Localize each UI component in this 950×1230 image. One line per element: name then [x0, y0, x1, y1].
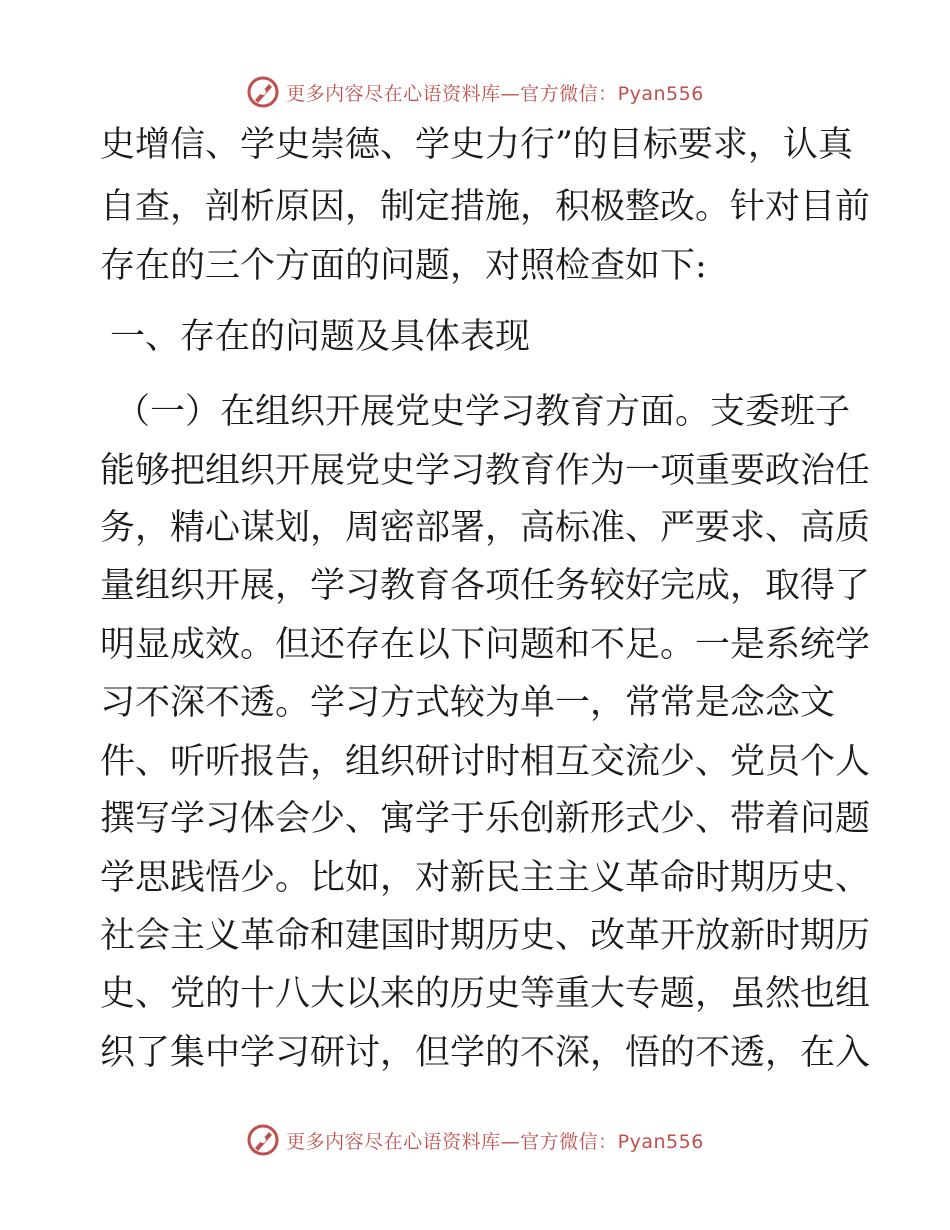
body-line: 学思践悟少。比如，对新民主主义革命时期历史、 — [100, 858, 871, 898]
body-line: 史增信、学史崇德、学史力行”的目标要求，认真 — [100, 125, 853, 165]
body-line: 史、党的十八大以来的历史等重大专题，虽然也组 — [100, 974, 871, 1014]
body-line: 存在的三个方面的问题，对照检查如下: — [100, 246, 707, 286]
body-line: 量组织开展，学习教育各项任务较好完成，取得了 — [100, 566, 871, 606]
section-heading: 一、存在的问题及具体表现 — [110, 317, 531, 357]
body-line: 社会主义革命和建国时期历史、改革开放新时期历 — [100, 916, 871, 956]
body-line: 撰写学习体会少、寓学于乐创新形式少、带着问题 — [100, 799, 871, 839]
header-watermark — [0, 72, 950, 112]
body-line: 习不深不透。学习方式较为单一，常常是念念文 — [100, 683, 836, 723]
watermark-text: 更多内容尽在心语资料库—官方微信：Pyan556 — [286, 82, 704, 105]
pen-circle-logo-icon — [246, 75, 280, 109]
body-line: 织了集中学习研讨，但学的不深，悟的不透，在入 — [100, 1033, 871, 1073]
watermark-text: 更多内容尽在心语资料库—官方微信：Pyan556 — [286, 1130, 704, 1153]
body-line: 务，精心谋划，周密部署，高标准、严要求、高质 — [100, 508, 871, 548]
body-line: 明显成效。但还存在以下问题和不足。一是系统学 — [100, 625, 871, 665]
subsection-heading-line: （一）在组织开展党史学习教育方面。支委班子 — [115, 392, 851, 432]
footer-watermark — [0, 1120, 950, 1160]
body-line: 能够把组织开展党史学习教育作为一项重要政治任 — [100, 451, 871, 491]
body-line: 件、听听报告，组织研讨时相互交流少、党员个人 — [100, 742, 871, 782]
pen-circle-logo-icon — [246, 1123, 280, 1157]
body-line: 自查，剖析原因，制定措施，积极整改。针对目前 — [100, 187, 871, 227]
